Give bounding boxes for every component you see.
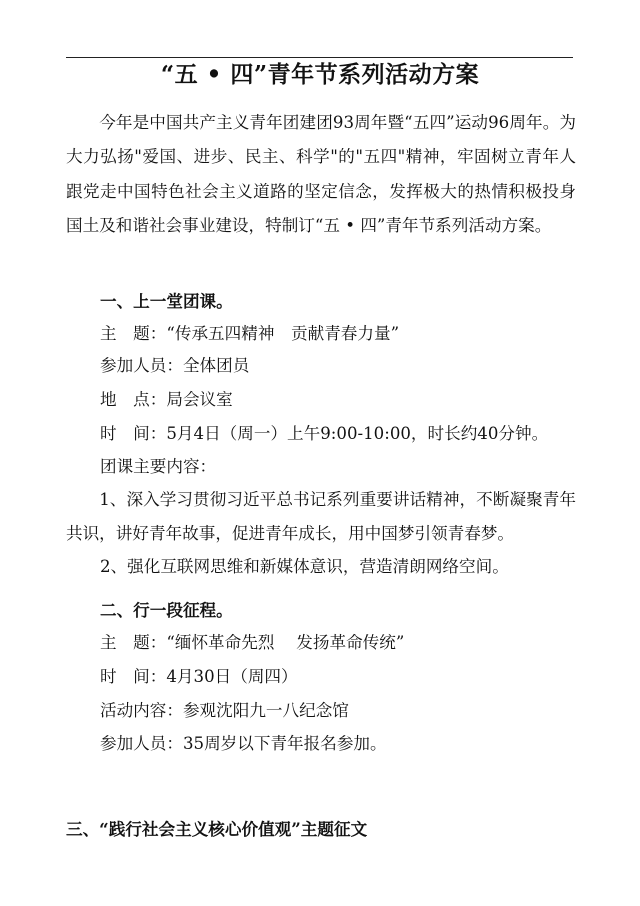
section1-theme: 主 题：“传承五四精神 贡献青春力量”	[100, 324, 400, 343]
section2-activity: 活动内容：参观沈阳九一八纪念馆	[100, 701, 349, 720]
document-title: “五 • 四”青年节系列活动方案	[160, 61, 480, 88]
section3-heading: 三、“践行社会主义核心价值观”主题征文	[66, 819, 368, 839]
section1-item-2: 2、强化互联网思维和新媒体意识，营造清朗网络空间。	[100, 557, 509, 576]
section2-time: 时 间：4月30日（周四）	[100, 667, 298, 686]
section2-heading: 二、行一段征程。	[100, 600, 233, 620]
section1-item-1: 1、深入学习贯彻习近平总书记系列重要讲话精神，不断凝聚青年共识，讲好青年故事，促进青年成长，用中国梦引领青春梦。	[66, 490, 576, 544]
section2-theme: 主 题：“缅怀革命先烈 发扬革命传统”	[100, 633, 405, 652]
section2-participants: 参加人员：35周岁以下青年报名参加。	[100, 734, 387, 753]
section1-location: 地 点：局会议室	[100, 390, 233, 409]
intro-paragraph: 今年是中国共产主义青年团建团93周年暨“五四”运动96周年。为大力弘扬"爱国、进步、民主、科学"的"五四"精神，牢固树立青年人跟党走中国特色社会主义道路的坚定信念，发挥极大的热情积极投身国土及和谐社会事业建设，特制订“五 • 四”青年节系列活动方案。	[66, 113, 576, 236]
section1-heading: 一、上一堂团课。	[100, 291, 233, 311]
section1-content-heading: 团课主要内容：	[100, 457, 217, 476]
header-rule	[66, 57, 573, 58]
section1-participants: 参加人员：全体团员	[100, 356, 250, 375]
section1-time: 时 间：5月4日（周一）上午9:00-10:00，时长约40分钟。	[100, 424, 549, 443]
